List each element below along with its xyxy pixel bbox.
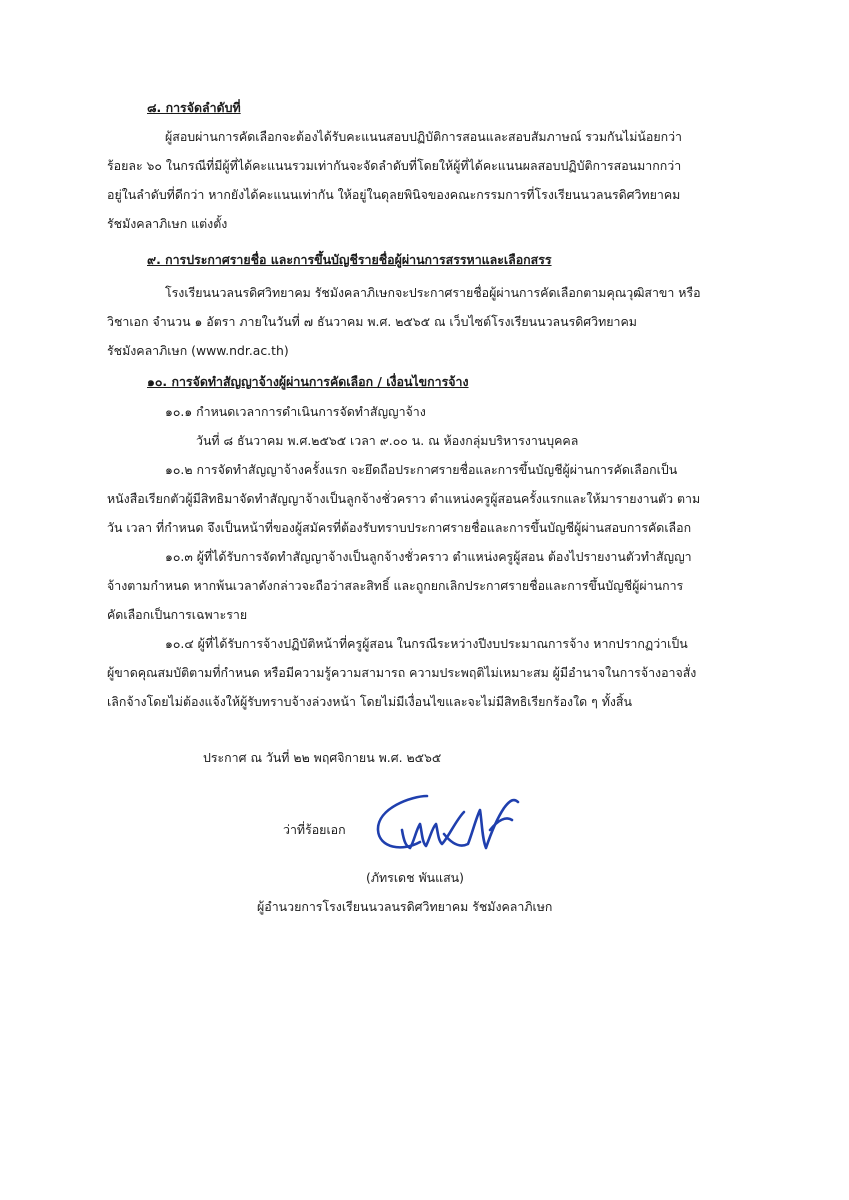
section-10-heading: ๑๐. การจัดทำสัญญาจ้างผู้ผ่านการคัดเลือก / เงื่อนไขการจ้าง — [147, 374, 469, 389]
handwritten-signature — [372, 790, 522, 860]
paragraph-line: ผู้ขาดคุณสมบัติตามที่กำหนด หรือมีความรู้ความสามารถ ความประพฤติไม่เหมาะสม ผู้มีอำนาจในการจ้างอาจสั่ง — [107, 665, 697, 680]
signature-strokes — [372, 790, 522, 860]
paragraph-line: รัชมังคลาภิเษก (www.ndr.ac.th) — [107, 343, 289, 358]
section-8-heading: ๘. การจัดลำดับที่ — [147, 100, 241, 115]
signer-position: ผู้อำนวยการโรงเรียนนวลนรดิศวิทยาคม รัชมังคลาภิเษก — [257, 899, 553, 914]
paragraph-line: จ้างตามกำหนด หากพ้นเวลาดังกล่าวจะถือว่าสละสิทธิ์ และถูกยกเลิกประกาศรายชื่อและการขึ้นบัญชีผู้ผ่านการ — [107, 578, 684, 593]
paragraph-line: วันที่ ๘ ธันวาคม พ.ศ.๒๕๖๕ เวลา ๙.๐๐ น. ณ ห้องกลุ่มบริหารงานบุคคล — [196, 433, 579, 448]
paragraph-line: ๑๐.๓ ผู้ที่ได้รับการจัดทำสัญญาจ้างเป็นลูกจ้างชั่วคราว ตำแหน่งครูผู้สอน ต้องไปรายงานตัวทำสัญญา — [165, 549, 692, 564]
paragraph-line: เลิกจ้างโดยไม่ต้องแจ้งให้ผู้รับทราบจ้างล่วงหน้า โดยไม่มีเงื่อนไขและจะไม่มีสิทธิเรียกร้องใด ๆ ทั้งสิ้น — [107, 694, 632, 709]
paragraph-line: โรงเรียนนวลนรดิศวิทยาคม รัชมังคลาภิเษกจะประกาศรายชื่อผู้ผ่านการคัดเลือกตามคุณวุฒิสาขา หรือ — [165, 285, 701, 300]
signer-name: (ภัทรเดช พันแสน) — [366, 870, 464, 885]
paragraph-line: ๑๐.๔ ผู้ที่ได้รับการจ้างปฏิบัติหน้าที่ครูผู้สอน ในกรณีระหว่างปีงบประมาณการจ้าง หากปรากฏว่าเป็น — [165, 636, 688, 651]
paragraph-line: ร้อยละ ๖๐ ในกรณีที่มีผู้ที่ได้คะแนนรวมเท่ากันจะจัดลำดับที่โดยให้ผู้ที่ได้คะแนนผลสอบปฏิบัติการสอนมากกว่า — [107, 158, 682, 173]
signer-rank: ว่าที่ร้อยเอก — [283, 822, 346, 837]
paragraph-line: วิชาเอก จำนวน ๑ อัตรา ภายในวันที่ ๗ ธันวาคม พ.ศ. ๒๕๖๕ ณ เว็บไซต์โรงเรียนนวลนรดิศวิทยาคม — [107, 314, 637, 329]
paragraph-line: ผู้สอบผ่านการคัดเลือกจะต้องได้รับคะแนนสอบปฏิบัติการสอนและสอบสัมภาษณ์ รวมกันไม่น้อยกว่า — [165, 129, 683, 144]
paragraph-line: ๑๐.๑ กำหนดเวลาการดำเนินการจัดทำสัญญาจ้าง — [165, 404, 426, 419]
paragraph-line: คัดเลือกเป็นการเฉพาะราย — [107, 607, 248, 622]
paragraph-line: รัชมังคลาภิเษก แต่งตั้ง — [107, 216, 228, 231]
section-9-heading: ๙. การประกาศรายชื่อ และการขึ้นบัญชีรายชื่อผู้ผ่านการสรรหาและเลือกสรร — [147, 252, 552, 267]
announcement-date: ประกาศ ณ วันที่ ๒๒ พฤศจิกายน พ.ศ. ๒๕๖๕ — [203, 750, 442, 765]
paragraph-line: ๑๐.๒ การจัดทำสัญญาจ้างครั้งแรก จะยึดถือประกาศรายชื่อและการขึ้นบัญชีผู้ผ่านการคัดเลือกเป็น — [165, 462, 678, 477]
paragraph-line: หนังสือเรียกตัวผู้มีสิทธิมาจัดทำสัญญาจ้างเป็นลูกจ้างชั่วคราว ตำแหน่งครูผู้สอนครั้งแรกและให้มารายงานตัว ตาม — [107, 491, 701, 506]
paragraph-line: วัน เวลา ที่กำหนด จึงเป็นหน้าที่ของผู้สมัครที่ต้องรับทราบประกาศรายชื่อและการขึ้นบัญชีผู้ผ่านสอบการคัดเลือก — [107, 520, 692, 535]
paragraph-line: อยู่ในลำดับที่ดีกว่า หากยังได้คะแนนเท่ากัน ให้อยู่ในดุลยพินิจของคณะกรรมการที่โรงเรียนนวลนรดิศวิทยาคม — [107, 187, 681, 202]
